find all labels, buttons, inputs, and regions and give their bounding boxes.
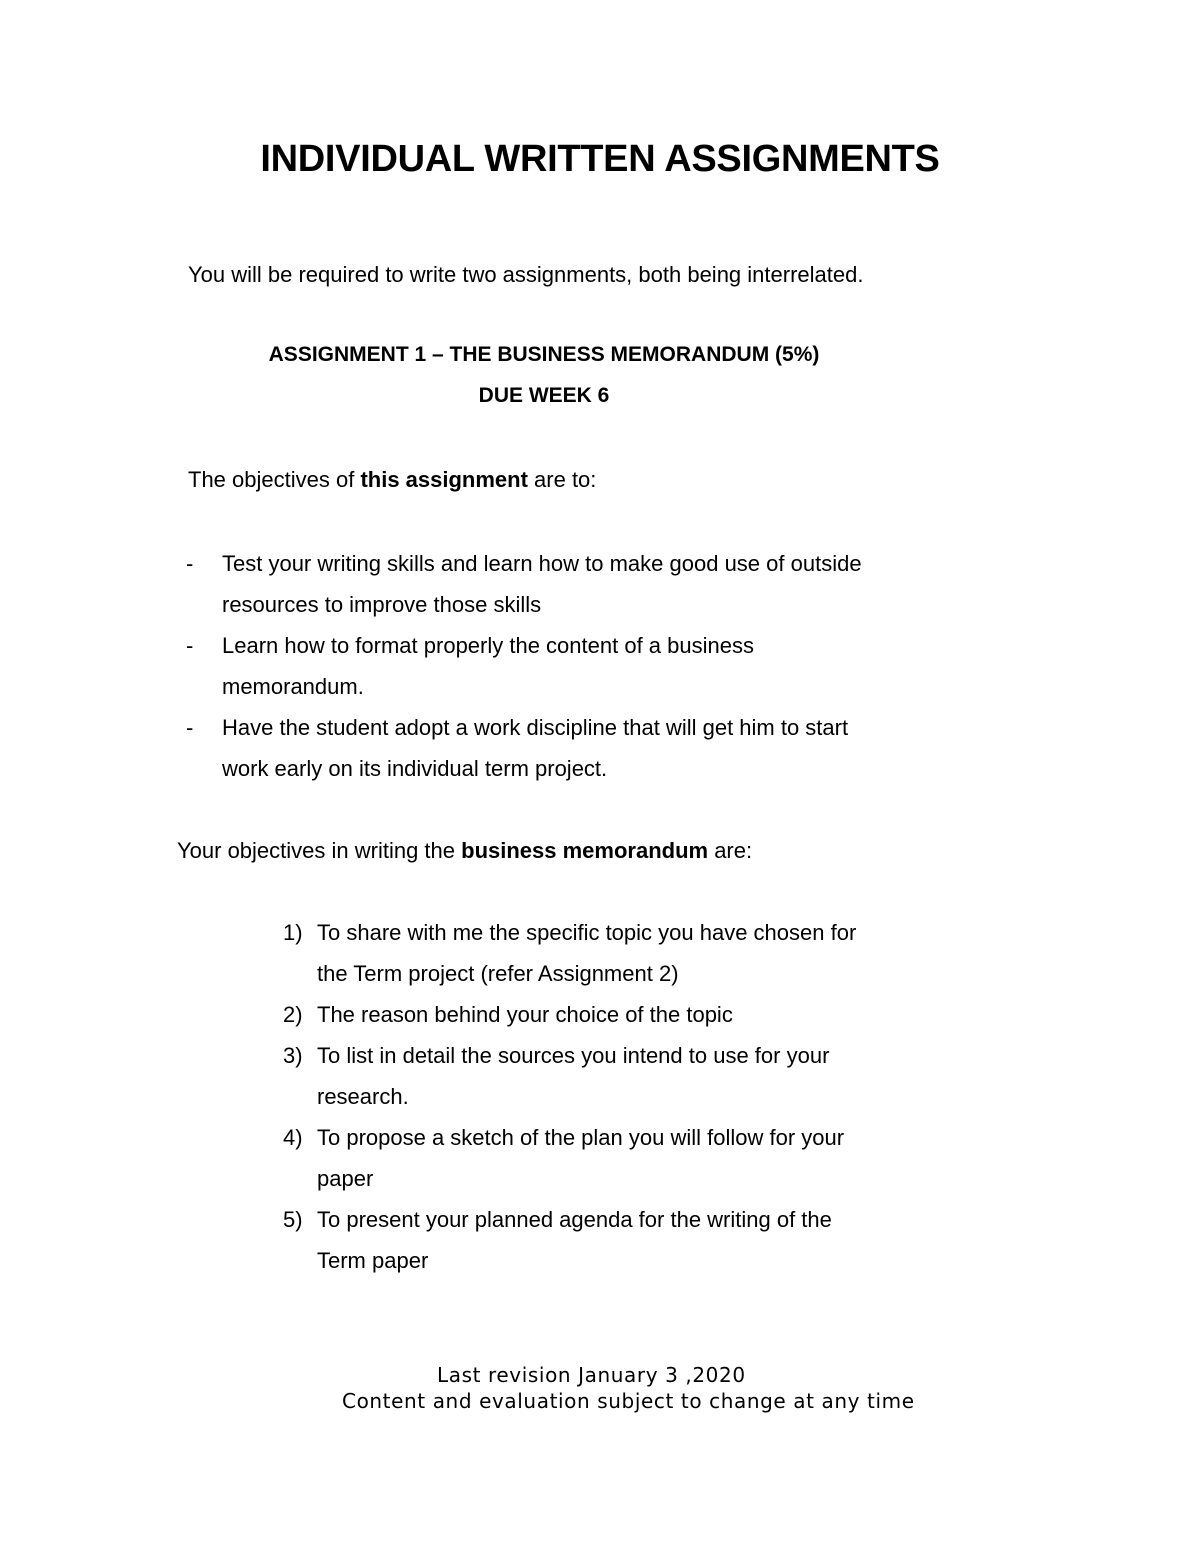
bullet-marker: - (186, 715, 194, 740)
list-item-line: paper (317, 1166, 374, 1191)
list-item-line: Term paper (317, 1248, 429, 1273)
bullet-marker: - (186, 551, 194, 576)
list-item (186, 707, 862, 789)
list-item (280, 994, 856, 1035)
list-item (186, 625, 862, 707)
list-item-line: memorandum. (222, 674, 364, 699)
list-item-line: To present your planned agenda for the writing of the (317, 1207, 832, 1232)
list-number: 1) (283, 920, 303, 945)
list-item-line: To list in detail the sources you intend to use for your (317, 1043, 830, 1068)
objectives-intro-emphasis: this assignment (360, 467, 528, 492)
list-item-line: Learn how to format properly the content of a business (222, 633, 754, 658)
memo-intro-text: Your objectives in writing the (177, 838, 462, 863)
objectives-intro (188, 459, 596, 500)
list-number: 3) (283, 1043, 303, 1068)
memo-intro-emphasis: business memorandum (461, 838, 709, 863)
memo-objectives-intro (177, 830, 752, 871)
memo-objectives-list (280, 912, 856, 1281)
footer-revision: Last revision January 3 ,2020 (437, 1363, 746, 1387)
list-item (280, 1035, 856, 1117)
list-item-line: Have the student adopt a work discipline that will get him to start (222, 715, 849, 740)
list-item-line: The reason behind your choice of the topic (317, 1002, 733, 1027)
list-item-line: Test your writing skills and learn how to make good use of outside (222, 551, 862, 576)
list-number: 2) (283, 1002, 303, 1027)
objectives-intro-text-end: are to: (527, 467, 597, 492)
bullet-marker: - (186, 633, 194, 658)
list-item (280, 912, 856, 994)
list-item-line: resources to improve those skills (222, 592, 542, 617)
list-item-line: research. (317, 1084, 409, 1109)
list-item-line: work early on its individual term project. (222, 756, 608, 781)
list-item-line: the Term project (refer Assignment 2) (317, 961, 679, 986)
objectives-intro-text: The objectives of (188, 467, 361, 492)
list-number: 4) (283, 1125, 303, 1150)
list-item (186, 543, 862, 625)
intro-paragraph: You will be required to write two assignments, both being interrelated. (188, 262, 864, 287)
list-item-line: To share with me the specific topic you have chosen for (317, 920, 857, 945)
list-number: 5) (283, 1207, 303, 1232)
assignment-heading: ASSIGNMENT 1 – THE BUSINESS MEMORANDUM (5%) (268, 343, 820, 366)
list-item (280, 1117, 856, 1199)
due-date: DUE WEEK 6 (478, 384, 610, 407)
memo-intro-text-end: are: (708, 838, 753, 863)
objectives-list (186, 543, 862, 789)
document-title: INDIVIDUAL WRITTEN ASSIGNMENTS (260, 138, 940, 180)
list-item-line: To propose a sketch of the plan you will follow for your (317, 1125, 845, 1150)
list-item (280, 1199, 856, 1281)
footer-notice: Content and evaluation subject to change at any time (342, 1389, 915, 1413)
